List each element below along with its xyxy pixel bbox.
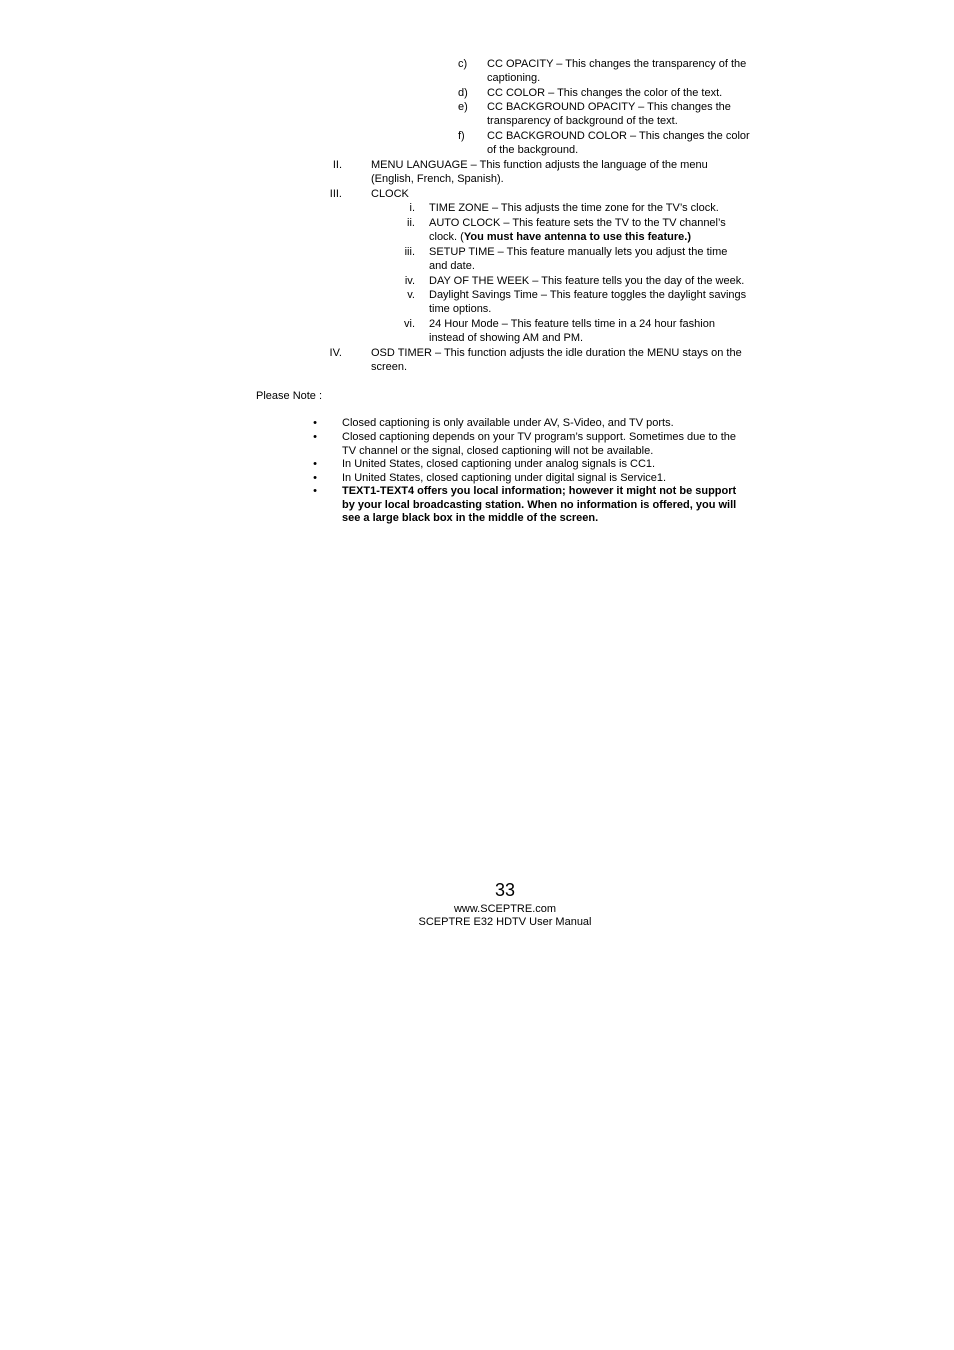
list-marker: iii. xyxy=(404,246,415,258)
list-text: CC COLOR – This changes the color of the text. xyxy=(487,87,723,99)
list-text: OSD TIMER – This function adjusts the idle duration the MENU stays on the screen. xyxy=(371,347,742,374)
list-item xyxy=(310,472,750,486)
bullet-icon: • xyxy=(313,431,317,443)
footer-website: www.SCEPTRE.com xyxy=(453,903,557,915)
list-text: In United States, closed captioning under analog signals is CC1. xyxy=(342,458,656,470)
bullet-icon: • xyxy=(313,485,317,497)
list-text: CC BACKGROUND COLOR – This changes the color of the background. xyxy=(487,130,750,157)
list-marker: IV. xyxy=(329,347,342,359)
list-text: SETUP TIME – This feature manually lets you adjust the time and date. xyxy=(429,246,728,273)
list-item xyxy=(310,431,750,458)
bullet-icon: • xyxy=(313,458,317,470)
list-marker: III. xyxy=(329,188,342,200)
page-number: 33 xyxy=(494,880,516,900)
list-text: Closed captioning depends on your TV program’s support. Sometimes due to the TV channel or the signal, closed captioning will not be available. xyxy=(342,431,736,457)
list-text: In United States, closed captioning under digital signal is Service1. xyxy=(342,471,667,484)
list-text: CC BACKGROUND OPACITY – This changes the transparency of background of the text. xyxy=(487,101,731,128)
list-marker: ii. xyxy=(407,217,415,229)
list-text: CLOCK xyxy=(371,188,409,200)
list-marker: c) xyxy=(458,58,468,70)
list-text: CC OPACITY – This changes the transparency of the captioning. xyxy=(487,58,747,85)
list-text-plain: AUTO CLOCK – This feature sets the TV to the TV channel’s clock. ( xyxy=(429,217,726,244)
list-text-bold: You must have antenna to use this feature.) xyxy=(463,231,692,244)
list-item xyxy=(310,458,750,472)
list-marker: d) xyxy=(458,87,468,99)
bullet-icon: • xyxy=(313,471,317,484)
list-item xyxy=(310,417,750,431)
list-marker: e) xyxy=(458,101,468,113)
list-text xyxy=(429,216,739,245)
note-heading: Please Note : xyxy=(256,390,323,402)
list-text: DAY OF THE WEEK – This feature tells you the day of the week. xyxy=(429,275,745,287)
list-text: TIME ZONE – This adjusts the time zone for the TV’s clock. xyxy=(429,202,719,214)
list-text: 24 Hour Mode – This feature tells time in a 24 hour fashion instead of showing AM and PM. xyxy=(429,318,715,345)
footer-manual-title: SCEPTRE E32 HDTV User Manual xyxy=(418,916,592,928)
list-marker: v. xyxy=(407,289,415,301)
list-marker: f) xyxy=(458,130,465,142)
list-text: Closed captioning is only available under AV, S-Video, and TV ports. xyxy=(342,417,674,429)
list-text: Daylight Savings Time – This feature toggles the daylight savings time options. xyxy=(429,289,747,316)
list-text: MENU LANGUAGE – This function adjusts the language of the menu (English, French, Spanish). xyxy=(371,159,708,186)
list-marker: i. xyxy=(409,202,415,214)
list-marker: vi. xyxy=(404,318,415,330)
list-text: TEXT1-TEXT4 offers you local information; however it might not be support by your local broadcasting station. When no information is offered, you will see a large black box in the middle of the screen. xyxy=(342,485,737,524)
list-item xyxy=(310,485,750,526)
list-marker: iv. xyxy=(404,275,415,287)
bullet-icon: • xyxy=(313,417,317,429)
notes-list xyxy=(310,417,750,526)
list-marker: II. xyxy=(332,159,342,171)
